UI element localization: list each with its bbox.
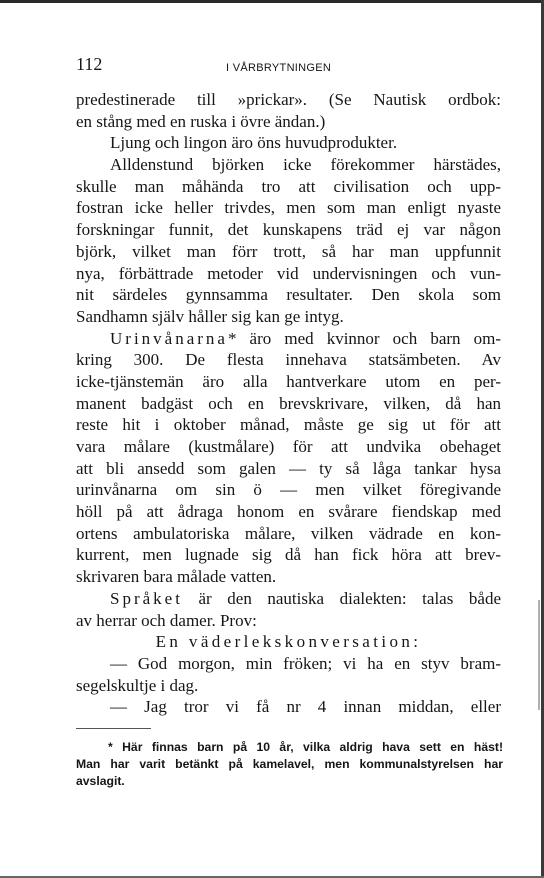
text-line: björk, vilket man förr trott, så har man uppfunnit [76,241,501,261]
text-line [76,588,501,610]
text-line: icke-tjänstemän äro alla hantverkare utom en per- [76,371,501,391]
text-line: fostran icke heller trivdes, men som man enligt nyaste [76,198,501,218]
text-line: av herrar och damer. Prov: [76,610,257,630]
footnote [76,739,503,790]
text-line: nit särdeles gynnsamma resultater. Den skola som [76,285,501,305]
text-line [76,328,501,350]
text-line: Ljung och lingon äro öns huvudprodukter. [110,133,398,153]
spaced-word: Språket [110,588,183,608]
text-line: segelskultje i dag. [76,675,199,695]
text-line: predestinerade till »prickar». (Se Nautisk ordbok: [76,90,501,109]
text-line: Alldenstund björken icke förekommer härstädes, [110,155,501,175]
text-line: att bli ansedd som galen — ty så låga tankar hysa [76,458,501,478]
text-line: — Jag tror vi få nr 4 innan middan, eller [110,697,501,717]
body-text [76,89,501,718]
text-line: skulle man måhända tro att civilisation och upp- [76,176,501,196]
running-title: I VÅRBRYTNINGEN [226,62,332,74]
footnote-line: * Här finnas barn på 10 år, vilka aldrig hava sett en häst! [108,740,503,754]
text-line: höll på att ådraga honom en svårare fiendskap med [76,502,501,522]
text-line: ortens ambulatoriska målare, vilken vädrade en kon- [76,523,501,543]
footnote-line: avslagit. [76,774,125,788]
text-line: urinvånarna om sin ö — men vilket föregivande [76,480,501,500]
text-line: en stång med en ruska i övre ändan.) [76,111,326,131]
text-line: kring 300. De flesta innehava statsämbeten. Av [76,350,501,370]
page-top-edge [0,0,544,3]
footnote-rule [76,728,151,729]
margin-mark [538,600,540,710]
text-line: manent badgäst och en brevskrivare, vilken, då han [76,393,501,413]
line-rest: * äro med kvinnor och barn om- [227,328,501,348]
text-line: reste hit i oktober månad, måste ge sig ut för att [76,415,501,435]
text-line: kurrent, men lugnade sig då han fick höra att brev- [76,545,501,565]
page-number: 112 [76,54,103,74]
text-line: Sandhamn själv håller sig kan ge intyg. [76,306,344,326]
text-line: skrivaren bara målade vatten. [76,567,277,587]
text-line: vara målare (kustmålare) för att undvika obehaget [76,437,501,456]
footnote-line: Man har varit betänkt på kamelavel, men kommunalstyrelsen har [76,757,503,771]
line-rest: är den nautiska dialekten: talas både [182,588,501,608]
spaced-word: Urinvånarna [110,328,228,348]
text-line: nya, förbättrade metoder vid undervisningen och vun- [76,263,501,283]
dialogue-heading: En väderlekskonversation: [155,632,422,652]
page-header [76,54,501,84]
text-line: forskningar funnit, det kunskapens träd ej var någon [76,220,501,240]
text-line: — God morgon, min fröken; vi ha en styv bram- [110,653,501,673]
